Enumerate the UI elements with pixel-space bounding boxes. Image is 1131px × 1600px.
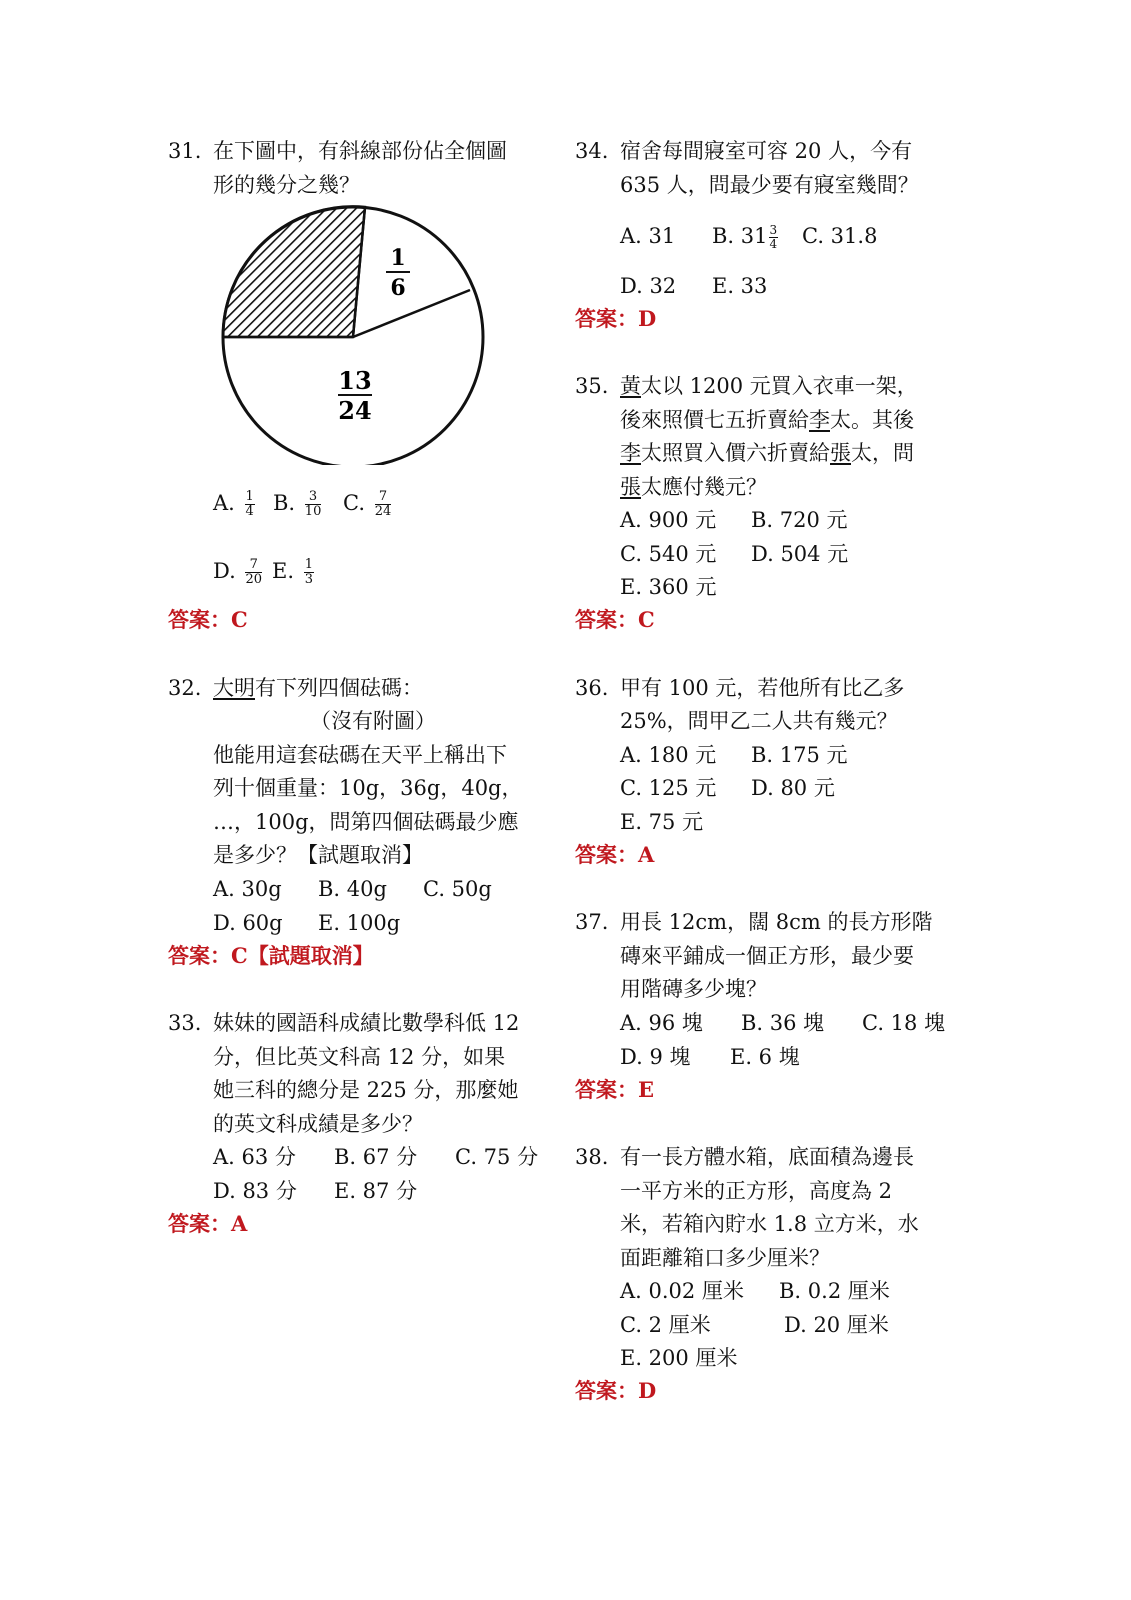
question-number: 32.	[168, 676, 202, 700]
person-name: 張	[830, 441, 851, 465]
answer: 答案：A	[168, 1211, 248, 1236]
question-text: 是多少？【試題取消】	[213, 843, 423, 867]
question-text: 用長 12cm，闊 8cm 的長方形階	[620, 910, 933, 934]
question-text: 分，但比英文科高 12 分，如果	[213, 1045, 506, 1069]
answer: 答案：C	[575, 607, 655, 632]
slice-label-top-denominator: 6	[390, 275, 406, 301]
option-e[interactable]: E. 6 塊	[730, 1045, 800, 1069]
answer: 答案：D	[575, 1378, 657, 1403]
question-text: 張太應付幾元？	[620, 475, 767, 499]
pie-figure	[210, 205, 510, 465]
fraction: $\frac{3}{4}$	[769, 223, 778, 251]
fraction: $\frac{7}{24}$	[374, 489, 392, 519]
option-c[interactable]: C. 2 厘米	[620, 1313, 711, 1337]
option-d[interactable]: D. $\frac{7}{20}$	[213, 557, 262, 587]
question-text: 的英文科成績是多少？	[213, 1112, 423, 1136]
option-d[interactable]: D. 60g	[213, 911, 283, 935]
question-text: 後來照價七五折賣給李太。其後	[620, 408, 914, 432]
option-d[interactable]: D. 20 厘米	[784, 1313, 889, 1337]
option-e[interactable]: E. 87 分	[334, 1179, 418, 1203]
question-text: 635 人，問最少要有寢室幾間？	[620, 173, 919, 197]
question-text: 在下圖中，有斜線部份佔全個圖	[213, 139, 507, 163]
option-e[interactable]: E. $\frac{1}{3}$	[272, 557, 313, 587]
question-text: 甲有 100 元，若他所有比乙多	[620, 676, 905, 700]
option-b[interactable]: B. 36 塊	[741, 1011, 825, 1035]
option-e[interactable]: E. 200 厘米	[620, 1346, 738, 1370]
answer: 答案：A	[575, 842, 655, 867]
question-text: 用階磚多少塊？	[620, 977, 767, 1001]
option-c[interactable]: C. 31.8	[802, 224, 878, 248]
answer: 答案：D	[575, 306, 657, 331]
slice-label-bottom-numerator: 13	[338, 366, 372, 395]
option-b[interactable]: B. $\frac{3}{10}$	[273, 489, 322, 519]
person-name: 黃	[620, 374, 641, 398]
person-name: 大明	[213, 676, 255, 700]
question-text: 黃太以 1200 元買入衣車一架，	[620, 374, 918, 398]
question-number: 34.	[575, 139, 609, 163]
option-e[interactable]: E. 360 元	[620, 575, 717, 599]
option-c[interactable]: C. 540 元	[620, 542, 717, 566]
person-name: 李	[809, 408, 830, 432]
question-note: （沒有附圖）	[310, 709, 436, 733]
question-text: 25%，問甲乙二人共有幾元？	[620, 709, 898, 733]
option-c[interactable]: C. $\frac{7}{24}$	[343, 489, 392, 519]
option-b[interactable]: B. 31 $\frac{3}{4}$	[712, 223, 778, 251]
question-text: 妹妹的國語科成績比數學科低 12	[213, 1011, 520, 1035]
question-text: 面距離箱口多少厘米？	[620, 1246, 830, 1270]
question-number: 35.	[575, 374, 609, 398]
option-d[interactable]: D. 80 元	[751, 776, 835, 800]
option-a[interactable]: A. 96 塊	[620, 1011, 703, 1035]
option-c[interactable]: C. 125 元	[620, 776, 717, 800]
option-d[interactable]: D. 32	[620, 274, 677, 298]
option-d[interactable]: D. 83 分	[213, 1179, 297, 1203]
option-b[interactable]: B. 0.2 厘米	[779, 1279, 890, 1303]
question-number: 31.	[168, 139, 202, 163]
option-c[interactable]: C. 75 分	[455, 1145, 539, 1169]
option-c[interactable]: C. 50g	[423, 877, 492, 901]
answer: 答案：C【試題取消】	[168, 943, 374, 968]
option-e[interactable]: E. 75 元	[620, 810, 704, 834]
option-a[interactable]: A. 180 元	[620, 743, 717, 767]
person-name: 張	[620, 475, 641, 499]
option-a[interactable]: A. 0.02 厘米	[620, 1279, 744, 1303]
option-a[interactable]: A. 30g	[213, 877, 282, 901]
question-text: 有一長方體水箱，底面積為邊長	[620, 1145, 914, 1169]
option-a[interactable]: A. 63 分	[213, 1145, 296, 1169]
hatched-slice	[223, 206, 365, 337]
question-number: 37.	[575, 910, 609, 934]
option-a[interactable]: A. 900 元	[620, 508, 717, 532]
slice-label-top-numerator: 1	[390, 245, 406, 271]
question-text: 李太照買入價六折賣給張太，問	[620, 441, 914, 465]
option-b[interactable]: B. 40g	[318, 877, 387, 901]
person-name: 李	[620, 441, 641, 465]
question-text: 磚來平鋪成一個正方形，最少要	[620, 944, 914, 968]
answer: 答案：C	[168, 607, 248, 632]
question-text: 列十個重量：10g，36g，40g，	[213, 776, 523, 800]
fraction: $\frac{3}{10}$	[304, 489, 322, 519]
slice-label-bottom-denominator: 24	[338, 396, 372, 425]
answer: 答案：E	[575, 1077, 655, 1102]
option-e[interactable]: E. 33	[712, 274, 768, 298]
option-b[interactable]: B. 175 元	[751, 743, 848, 767]
question-text: …，100g，問第四個砝碼最少應	[213, 810, 519, 834]
question-text: 她三科的總分是 225 分，那麼她	[213, 1078, 519, 1102]
question-text: 米，若箱內貯水 1.8 立方米，水	[620, 1212, 919, 1236]
option-c[interactable]: C. 18 塊	[862, 1011, 946, 1035]
option-b[interactable]: B. 720 元	[751, 508, 848, 532]
question-number: 36.	[575, 676, 609, 700]
option-a[interactable]: A. $\frac{1}{4}$	[213, 489, 254, 519]
fraction: $\frac{7}{20}$	[245, 557, 262, 587]
question-text: 他能用這套砝碼在天平上稱出下	[213, 743, 507, 767]
option-d[interactable]: D. 9 塊	[620, 1045, 691, 1069]
question-number: 33.	[168, 1011, 202, 1035]
option-d[interactable]: D. 504 元	[751, 542, 849, 566]
option-b[interactable]: B. 67 分	[334, 1145, 418, 1169]
question-text: 宿舍每間寢室可容 20 人，今有	[620, 139, 913, 163]
option-e[interactable]: E. 100g	[318, 911, 401, 935]
pie-radius	[353, 290, 470, 337]
fraction: $\frac{1}{3}$	[304, 557, 313, 587]
question-text: 大明有下列四個砝碼：	[213, 676, 423, 700]
option-a[interactable]: A. 31	[620, 224, 676, 248]
question-text: 形的幾分之幾？	[213, 173, 360, 197]
fraction: $\frac{1}{4}$	[245, 489, 254, 519]
question-text: 一平方米的正方形，高度為 2	[620, 1179, 893, 1203]
question-number: 38.	[575, 1145, 609, 1169]
